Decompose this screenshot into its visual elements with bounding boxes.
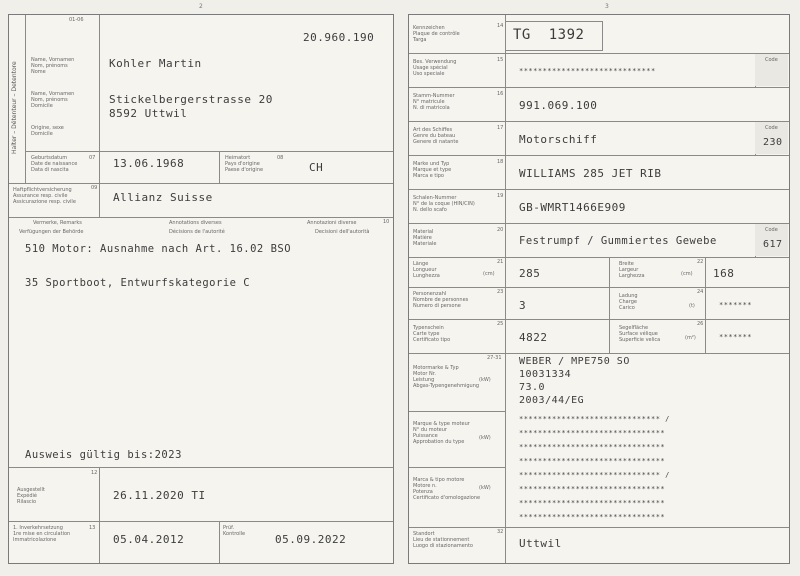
remarks-header-fr: Annotations diverses: [169, 220, 222, 226]
boat-type-label: Art des Schiffes Genre du bateau Genere di natante: [413, 127, 459, 145]
engine3-serial: *******************************: [519, 485, 666, 493]
field-01-number: 01-06: [69, 17, 84, 23]
remark-line-2: 35 Sportboot, Entwurfskategorie C: [25, 277, 251, 289]
holder-street: Stickelbergerstrasse 20: [109, 93, 273, 106]
engine1-unit: (kW): [479, 377, 491, 383]
engine1-label: Motormarke & Typ Motor Nr. Leistung Abgas-Typengenehmigung: [413, 365, 480, 389]
type-cert-number: 25: [497, 321, 504, 327]
sail-label: Segelfläche Surface vélique Superficie velica: [619, 325, 661, 343]
birth-date: 13.06.1968: [113, 157, 185, 170]
remark-line-1: 510 Motor: Ausnahme nach Art. 16.02 BSO: [25, 243, 292, 255]
material-code: 617: [763, 239, 783, 250]
check-label: Prüf. Kontrolle: [223, 525, 246, 537]
engine3-unit: (kW): [479, 485, 491, 491]
engine1-power: 73.0: [519, 382, 546, 393]
engine2-approval: *******************************: [519, 457, 666, 465]
remarks-subheader-it: Decisioni dell'autorità: [315, 229, 370, 235]
load-number: 24: [697, 289, 704, 295]
usage-number: 15: [497, 57, 504, 63]
engine2-label: Marque & type moteur N° du moteur Puissance Approbation du type: [413, 421, 470, 445]
remarks-subheader-fr: Décisions de l'autorité: [169, 229, 225, 235]
holder-name: Kohler Martin: [109, 57, 202, 70]
hull-value: GB-WMRT1466E909: [519, 201, 626, 214]
origin-value: CH: [309, 161, 324, 174]
remark-line-3: Ausweis gültig bis:2023: [25, 449, 182, 461]
material-number: 20: [497, 227, 504, 233]
usage-code-label: Code: [765, 57, 778, 63]
width-unit: (cm): [681, 271, 693, 277]
station-label: Standort Lieu de stationnement Luogo di stazionamento: [413, 531, 473, 549]
width-number: 22: [697, 259, 704, 265]
sail-unit: (m²): [685, 335, 696, 341]
load-unit: (t): [689, 303, 695, 309]
engine3-label: Marca & tipo motore Motore n. Potenza Certificato d'omologazione: [413, 477, 481, 501]
material-label: Material Matière Materiale: [413, 229, 437, 247]
insurance-value: Allianz Suisse: [113, 191, 213, 204]
remarks-header-de: Vermerke, Remarks: [33, 220, 82, 226]
origin-number: 08: [277, 155, 284, 161]
length-number: 21: [497, 259, 504, 265]
birth-number: 07: [89, 155, 96, 161]
load-label: Ladung Charge Carico: [619, 293, 638, 311]
sail-number: 26: [697, 321, 704, 327]
page-number: 2: [199, 3, 203, 10]
boat-type-code-label: Code: [765, 125, 778, 131]
issued-value: 26.11.2020 TI: [113, 489, 206, 502]
origin-sex-label: Origine, sexe Domicile: [31, 125, 64, 137]
type-cert-value: 4822: [519, 331, 548, 344]
engine3-power: *******************************: [519, 499, 666, 507]
name-label: Name, Vornamen Nom, prénoms Nome: [31, 57, 75, 75]
remarks-subheader-de: Verfügungen der Behörde: [19, 229, 84, 235]
usage-value: *****************************: [519, 67, 656, 75]
hull-label: Schalen-Nummer N° de la coque (HIN/CIN) N. dello scafo: [413, 195, 475, 213]
page-number: 3: [605, 3, 609, 10]
boat-type-code: 230: [763, 137, 783, 148]
width-label: Breite Largeur Larghezza: [619, 261, 645, 279]
first-registration-value: 05.04.2012: [113, 533, 185, 546]
engine2-power: *******************************: [519, 443, 666, 451]
length-unit: (cm): [483, 271, 495, 277]
check-value: 05.09.2022: [275, 533, 347, 546]
first-registration-number: 13: [89, 525, 96, 531]
station-number: 32: [497, 529, 504, 535]
stamm-label: Stamm-Nummer N° matricule N. di matricola: [413, 93, 455, 111]
load-value: *******: [719, 301, 753, 309]
remarks-number: 10: [383, 219, 390, 225]
engine3-approval: *******************************: [519, 513, 666, 521]
holder-id: 20.960.190: [303, 31, 375, 44]
insurance-label: Haftpflichtversicherung Assurance resp. civile Assicurazione resp. civile: [13, 187, 76, 205]
hull-number: 19: [497, 193, 504, 199]
sail-value: *******: [719, 333, 753, 341]
length-label: Länge Longueur Lunghezza: [413, 261, 440, 279]
issued-number: 12: [91, 470, 98, 476]
station-value: Uttwil: [519, 537, 562, 550]
engine1-serial: 10031334: [519, 369, 572, 380]
boat-type-value: Motorschiff: [519, 133, 598, 146]
plate-label: Kennzeichen Plaque de contrôle Targa: [413, 25, 460, 43]
material-code-label: Code: [765, 227, 778, 233]
boat-type-number: 17: [497, 125, 504, 131]
type-cert-label: Typenschein Carte type Certificato tipo: [413, 325, 451, 343]
holder-vertical-label: Halter – Détenteur – Detentore: [11, 61, 18, 155]
issued-label: Ausgestellt Expédié Rilascio: [17, 487, 45, 505]
left-page: [8, 3, 394, 564]
engine1-approval: 2003/44/EG: [519, 395, 585, 406]
engine2-serial: *******************************: [519, 429, 666, 437]
insurance-number: 09: [91, 185, 98, 191]
stamm-value: 991.069.100: [519, 99, 598, 112]
width-value: 168: [713, 267, 735, 280]
first-registration-label: 1. Inverkehrsetzung 1re mise en circulation Immatricolazione: [13, 525, 71, 543]
remarks-header-it: Annotazioni diverse: [307, 220, 357, 226]
length-value: 285: [519, 267, 541, 280]
make-label: Marke und Typ Marque et type Marca e tipo: [413, 161, 452, 179]
stamm-number: 16: [497, 91, 504, 97]
right-page: [408, 3, 790, 564]
usage-label: Bes. Verwendung Usage spécial Uso speciale: [413, 59, 457, 77]
plate-value: TG 1392: [513, 27, 585, 43]
engine2-unit: (kW): [479, 435, 491, 441]
plate-number: 14: [497, 23, 504, 29]
material-value: Festrumpf / Gummiertes Gewebe: [519, 235, 717, 247]
birth-label: Geburtsdatum Date de naissance Data di nascita: [31, 155, 78, 173]
origin-label: Heimatort Pays d'origine Paese d'origine: [225, 155, 264, 173]
holder-city: 8592 Uttwil: [109, 107, 188, 120]
engine2-make: ****************************** /: [519, 415, 670, 423]
engine1-make: WEBER / MPE750 SO: [519, 356, 630, 367]
make-value: WILLIAMS 285 JET RIB: [519, 167, 662, 180]
make-number: 18: [497, 159, 504, 165]
engine3-make: ****************************** /: [519, 471, 670, 479]
persons-number: 23: [497, 289, 504, 295]
persons-value: 3: [519, 299, 527, 312]
engine-number: 27-31: [487, 355, 502, 361]
address-label: Name, Vornamen Nom, prénoms Domicile: [31, 91, 75, 109]
persons-label: Personenzahl Nombre de personnes Numero di persone: [413, 291, 469, 309]
